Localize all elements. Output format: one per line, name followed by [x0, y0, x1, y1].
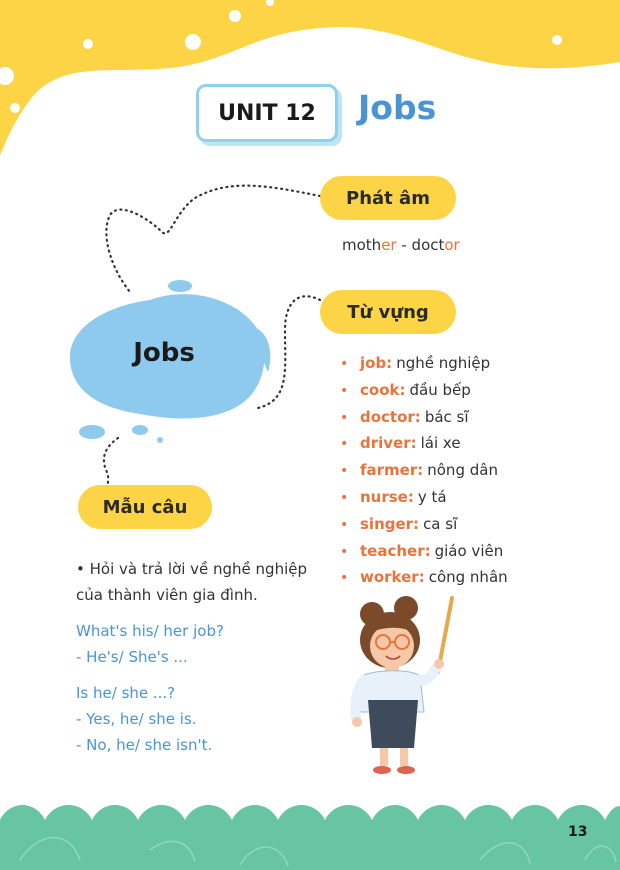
vocab-word: doctor: — [360, 407, 421, 426]
center-topic-label: Jobs — [133, 338, 195, 368]
bullet: • — [340, 463, 349, 480]
pronunciation-words — [342, 236, 460, 254]
vocab-word: singer: — [360, 514, 420, 533]
patterns-description — [76, 556, 326, 608]
vocab-item — [340, 377, 508, 404]
bullet: • — [340, 382, 349, 399]
pattern-group-2 — [76, 680, 212, 758]
word2-start: doct — [411, 236, 445, 254]
vocab-word: farmer: — [360, 461, 424, 480]
pattern-group-1 — [76, 618, 224, 670]
patterns-heading: Mẫu câu — [78, 485, 212, 529]
page-number: 13 — [568, 824, 588, 840]
vocab-meaning: đầu bếp — [409, 380, 471, 399]
vocab-meaning: công nhân — [428, 568, 508, 587]
bullet: • — [340, 543, 349, 560]
pattern-question: What's his/ her job? — [76, 622, 224, 640]
vocab-word: nurse: — [360, 487, 414, 506]
vocab-item — [340, 430, 508, 457]
vocab-meaning: ca sĩ — [423, 514, 458, 533]
bullet: • — [340, 570, 349, 587]
vocabulary-list — [340, 350, 508, 591]
vocab-word: driver: — [360, 434, 417, 453]
vocab-item — [340, 511, 508, 538]
vocab-item — [340, 404, 508, 431]
vocab-item — [340, 538, 508, 565]
unit-title: Jobs — [358, 88, 437, 127]
vocab-item — [340, 457, 508, 484]
bullet: • — [340, 516, 349, 533]
vocab-item — [340, 564, 508, 591]
bullet: • — [340, 409, 349, 426]
word2-highlight: or — [444, 236, 460, 254]
vocab-meaning: y tá — [417, 487, 447, 506]
vocabulary-heading: Từ vựng — [320, 290, 456, 334]
word-separator: - — [396, 236, 412, 254]
vocab-meaning: nông dân — [427, 461, 498, 480]
bullet: • — [340, 356, 349, 372]
pattern-answer: - Yes, he/ she is. — [76, 710, 197, 728]
bullet: • — [340, 489, 349, 506]
word1-highlight: er — [381, 236, 397, 254]
bottom-green-band — [0, 805, 620, 870]
unit-number: UNIT 12 — [218, 100, 316, 126]
pattern-question: Is he/ she ...? — [76, 684, 176, 702]
bullet: • — [340, 436, 349, 453]
vocab-item — [340, 484, 508, 511]
vocab-word: job: — [360, 354, 393, 372]
vocab-meaning: bác sĩ — [424, 407, 469, 426]
description-line: • Hỏi và trả lời về nghề nghiệp — [76, 560, 307, 578]
vocab-word: teacher: — [360, 541, 431, 560]
unit-badge — [196, 84, 338, 142]
pronunciation-heading: Phát âm — [320, 176, 456, 220]
vocab-word: worker: — [360, 568, 425, 587]
description-line: của thành viên gia đình. — [76, 586, 258, 604]
vocab-item — [340, 350, 508, 377]
pattern-answer: - He's/ She's ... — [76, 648, 188, 666]
word1-start: moth — [342, 236, 382, 254]
vocab-meaning: lái xe — [420, 434, 461, 453]
pattern-answer: - No, he/ she isn't. — [76, 736, 213, 754]
vocab-meaning: giáo viên — [434, 541, 504, 560]
teacher-illustration — [352, 596, 452, 774]
vocab-meaning: nghề nghiệp — [396, 354, 491, 372]
vocab-word: cook: — [360, 380, 406, 399]
